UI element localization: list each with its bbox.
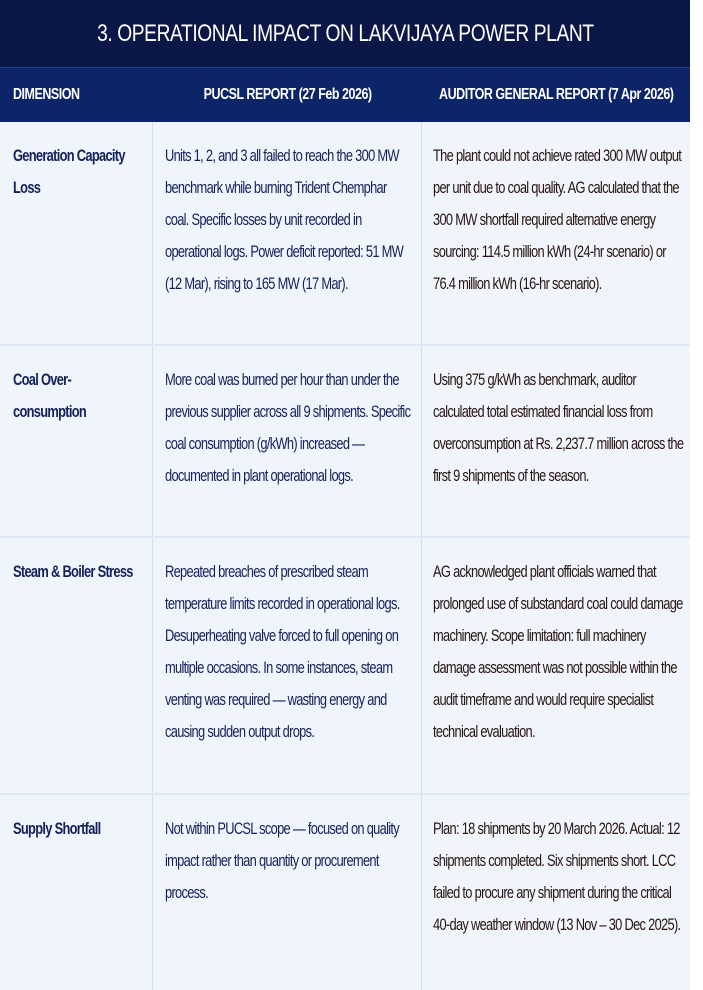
- table-row: [0, 122, 690, 346]
- header-label: DIMENSION: [13, 86, 80, 103]
- dimension-cell: [0, 795, 153, 990]
- table-row: [0, 538, 690, 795]
- dimension-text: Generation Capacity Loss: [13, 147, 125, 197]
- ag-cell: [422, 538, 690, 793]
- ag-text: Using 375 g/kWh as benchmark, auditor calculated total estimated financial loss from overconsumption at Rs. 2,237.7 million across the first 9 shipments of the season.: [433, 371, 684, 485]
- header-label: PUCSL REPORT (27 Feb 2026): [203, 86, 372, 103]
- dimension-text: Coal Over-consumption: [13, 371, 87, 421]
- pucsl-cell: [153, 346, 422, 536]
- dimension-text: Steam & Boiler Stress: [13, 563, 133, 581]
- pucsl-text: Units 1, 2, and 3 all failed to reach the 300 MW benchmark while burning Trident Chemphar coal. Specific losses by unit recorded in operational logs. Power deficit reported: 51 MW (12 Mar), rising to 165 MW (17 Mar).: [165, 147, 404, 293]
- header-pucsl: [153, 68, 422, 122]
- pucsl-text: Repeated breaches of prescribed steam temperature limits recorded in operational logs. Desuperheating valve forced to full opening on multiple occasions. In some instances, steam venting was required — wasting energy and causing sudden output drops.: [165, 563, 400, 741]
- ag-text: The plant could not achieve rated 300 MW output per unit due to coal quality. AG calculated that the 300 MW shortfall required alternative energy sourcing: 114.5 million kWh (24-hr scenario) or 76.4 million kWh (16-hr scenario).: [433, 147, 682, 293]
- table-title: 3. OPERATIONAL IMPACT ON LAKVIJAYA POWER PLANT: [96, 19, 594, 47]
- table-header: [0, 67, 690, 122]
- ag-cell: [422, 346, 690, 536]
- dimension-text: Supply Shortfall: [13, 820, 101, 838]
- ag-text: Plan: 18 shipments by 20 March 2026. Actual: 12 shipments completed. Six shipments short. LCC failed to procure any shipment during the critical 40-day weather window (13 Nov – 30 Dec 2025).: [433, 820, 681, 934]
- ag-cell: [422, 795, 690, 990]
- pucsl-cell: [153, 538, 422, 793]
- ag-text: AG acknowledged plant officials warned that prolonged use of substandard coal could damage machinery. Scope limitation: full machinery damage assessment was not possible within the audit timeframe and would require specialist technical evaluation.: [433, 563, 683, 741]
- ag-cell: [422, 122, 690, 344]
- dimension-cell: [0, 538, 153, 793]
- header-dimension: [0, 68, 153, 122]
- header-auditor-general: [422, 68, 690, 122]
- pucsl-text: Not within PUCSL scope — focused on quality impact rather than quantity or procurement process.: [165, 820, 400, 902]
- header-label: AUDITOR GENERAL REPORT (7 Apr 2026): [438, 86, 674, 103]
- pucsl-cell: [153, 795, 422, 990]
- pucsl-text: More coal was burned per hour than under the previous supplier across all 9 shipments. Specific coal consumption (g/kWh) increased — documented in plant operational logs.: [165, 371, 411, 485]
- table-title-bar: [0, 0, 690, 67]
- dimension-cell: [0, 122, 153, 344]
- table-row: [0, 346, 690, 538]
- dimension-cell: [0, 346, 153, 536]
- pucsl-cell: [153, 122, 422, 344]
- table-row: [0, 795, 690, 990]
